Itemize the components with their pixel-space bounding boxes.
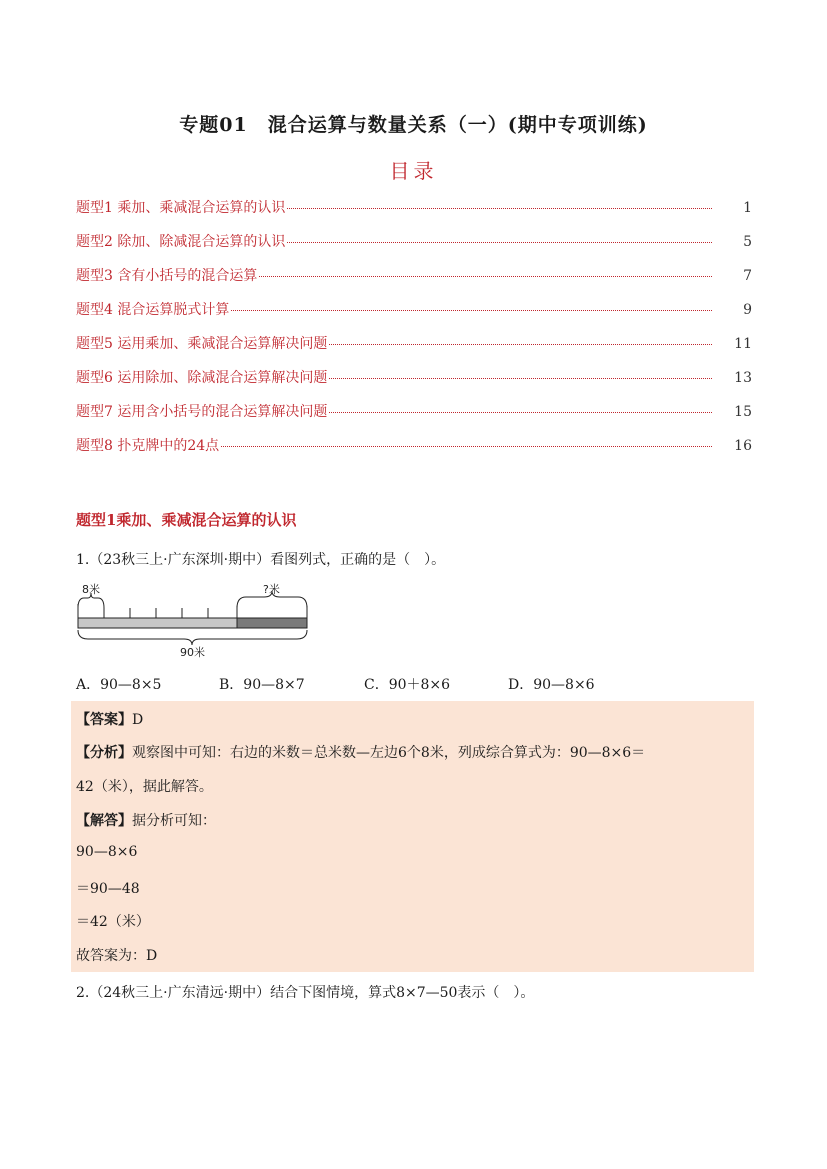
- toc-leader-dots: [287, 242, 712, 243]
- right-brace: [237, 591, 307, 608]
- toc-leader-dots: [287, 208, 712, 209]
- toc-entry-page: 16: [734, 438, 752, 454]
- toc-entry[interactable]: [76, 265, 752, 299]
- final-answer: 故答案为：D: [76, 948, 158, 964]
- table-of-contents: [76, 197, 752, 469]
- answer-value: D: [132, 712, 144, 728]
- toc-leader-dots: [329, 378, 712, 379]
- question-1-options: [76, 674, 595, 694]
- unknown-bar-segment: [237, 618, 307, 628]
- toc-entry-label: 题型4 混合运算脱式计算: [76, 302, 230, 318]
- toc-entry-page: 9: [743, 302, 752, 318]
- toc-entry-page: 5: [743, 234, 752, 250]
- toc-entry-page: 1: [743, 200, 752, 216]
- total-length-label: 90米: [180, 646, 205, 658]
- toc-heading: 目录: [389, 159, 438, 183]
- solution-step: ＝90—48: [76, 881, 140, 897]
- known-bar-segment: [78, 618, 237, 628]
- toc-entry[interactable]: [76, 367, 752, 401]
- toc-entry[interactable]: [76, 299, 752, 333]
- left-segment-label: 8米: [82, 583, 100, 596]
- toc-leader-dots: [221, 446, 712, 447]
- toc-entry-label: 题型6 运用除加、除减混合运算解决问题: [76, 370, 328, 386]
- analysis-line: [76, 742, 645, 762]
- page-title: 专题01 混合运算与数量关系（一）(期中专项训练): [179, 114, 648, 136]
- answer-panel: [71, 701, 754, 972]
- analysis-text-2: 42（米），据此解答。: [76, 779, 213, 795]
- toc-leader-dots: [329, 344, 712, 345]
- toc-entry-label: 题型5 运用乘加、乘减混合运算解决问题: [76, 336, 328, 352]
- analysis-text-1: 观察图中可知：右边的米数＝总米数—左边6个8米，列成综合算式为：90—8×6＝: [132, 745, 646, 761]
- toc-entry[interactable]: [76, 197, 752, 231]
- toc-entry-page: 15: [734, 404, 752, 420]
- question-1-stem: 1.（23秋三上·广东深圳·期中）看图列式，正确的是（ ）。: [76, 552, 446, 568]
- toc-entry[interactable]: [76, 333, 752, 367]
- toc-entry-label: 题型8 扑克牌中的24点: [76, 438, 220, 454]
- toc-entry[interactable]: [76, 231, 752, 265]
- answer-line: [76, 709, 143, 729]
- toc-entry-label: 题型2 除加、除减混合运算的认识: [76, 234, 286, 250]
- toc-entry-label: 题型7 运用含小括号的混合运算解决问题: [76, 404, 328, 420]
- toc-entry-page: 7: [743, 268, 752, 284]
- total-brace: [78, 630, 307, 645]
- toc-entry-label: 题型1 乘加、乘减混合运算的认识: [76, 200, 286, 216]
- option-a[interactable]: A．90—8×5: [76, 677, 162, 693]
- right-segment-label: ?米: [263, 583, 280, 596]
- toc-entry-page: 11: [734, 336, 752, 352]
- answer-tag: 【答案】: [76, 712, 132, 728]
- analysis-tag: 【分析】: [76, 745, 132, 761]
- solution-line: [76, 810, 216, 830]
- option-d[interactable]: D．90—8×6: [508, 677, 595, 693]
- solution-step: 90—8×6: [76, 844, 138, 860]
- solution-step: ＝42（米）: [76, 914, 150, 930]
- toc-leader-dots: [329, 412, 712, 413]
- solution-intro: 据分析可知：: [132, 813, 216, 829]
- toc-leader-dots: [231, 310, 712, 311]
- toc-entry-label: 题型3 含有小括号的混合运算: [76, 268, 258, 284]
- section-heading: 题型1乘加、乘减混合运算的认识: [76, 511, 297, 529]
- toc-leader-dots: [259, 276, 712, 277]
- toc-entry-page: 13: [734, 370, 752, 386]
- toc-entry[interactable]: [76, 401, 752, 435]
- solution-tag: 【解答】: [76, 813, 132, 829]
- toc-entry[interactable]: [76, 435, 752, 469]
- line-segment-diagram: [76, 578, 316, 658]
- question-2-stem: 2.（24秋三上·广东清远·期中）结合下图情境，算式8×7—50表示（ ）。: [76, 985, 535, 1001]
- option-c[interactable]: C．90＋8×6: [364, 677, 451, 693]
- option-b[interactable]: B．90—8×7: [219, 677, 305, 693]
